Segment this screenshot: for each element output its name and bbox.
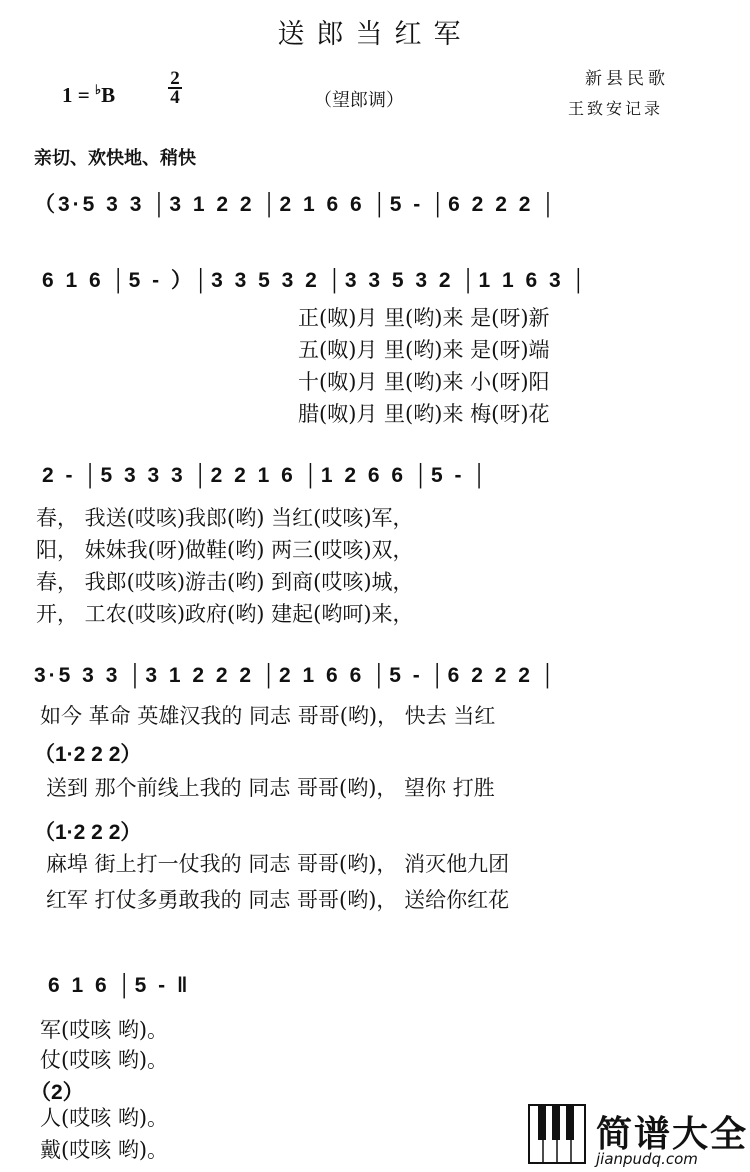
lyric-line: 五(呶)月 里(哟)来 是(呀)端 — [298, 338, 550, 362]
lyric-line: 如今 革命 英雄汉我的 同志 哥哥(哟)， 快去 当红 — [40, 704, 496, 728]
lyric-variant-notes: （2） — [30, 1081, 84, 1104]
tune-mode: （望郎调） — [314, 90, 404, 111]
source-origin: 新县民歌 — [585, 69, 669, 89]
lyric-variant-notes: （1·2 2 2） — [34, 821, 142, 844]
lyric-line: 阳， 妹妹我(呀)做鞋(哟) 两三(哎咳)双， — [36, 538, 414, 562]
piano-logo-icon — [528, 1104, 586, 1164]
time-denominator: 4 — [170, 87, 180, 108]
lyric-line: 红军 打仗多勇敢我的 同志 哥哥(哟)， 送给你红花 — [46, 888, 510, 912]
logo-url: jianpudq.com — [596, 1150, 698, 1168]
lyric-line: 麻埠 街上打一仗我的 同志 哥哥(哟)， 消灭他九团 — [46, 852, 510, 876]
key-signature — [62, 82, 115, 108]
lyric-line: 人(哎咳 哟)。 — [40, 1106, 169, 1130]
staff-line: 6 1 6 │5 - ）│3 3 5 3 2 │3 3 5 3 2 │1 1 6 3 │ — [42, 269, 589, 292]
time-numerator: 2 — [168, 70, 182, 89]
logo-name: 简谱大全 — [596, 1114, 749, 1155]
time-signature — [168, 70, 182, 106]
staff-line: （3·5 3 3 │3 1 2 2 │2 1 6 6 │5 - │6 2 2 2 │ — [34, 193, 559, 216]
lyric-line: 开， 工农(哎咳)政府(哟) 建起(哟呵)来， — [36, 602, 414, 626]
staff-line: 2 - │5 3 3 3 │2 2 1 6 │1 2 6 6 │5 - │ — [42, 464, 490, 487]
lyric-variant-notes: （1·2 2 2） — [34, 743, 142, 766]
lyric-line: 春， 我送(哎咳)我郎(哟) 当红(哎咳)军， — [36, 506, 414, 530]
lyric-line: 送到 那个前线上我的 同志 哥哥(哟)， 望你 打胜 — [46, 776, 495, 800]
lyric-line: 军(哎咳 哟)。 — [40, 1018, 169, 1042]
flat-sign: ♭ — [94, 82, 102, 97]
tempo-marking: 亲切、欢快地、稍快 — [34, 148, 196, 169]
key-prefix: 1 = — [62, 83, 95, 107]
lyric-line: 春， 我郎(哎咳)游击(哟) 到商(哎咳)城， — [36, 570, 414, 594]
staff-line: 6 1 6 │5 - ‖ — [48, 974, 191, 997]
song-title: 送郎当红军 — [277, 19, 473, 50]
lyric-line: 十(呶)月 里(哟)来 小(呀)阳 — [298, 370, 550, 394]
staff-line: 3·5 3 3 │3 1 2 2 2 │2 1 6 6 │5 - │6 2 2 2 │ — [34, 664, 558, 687]
lyric-line: 腊(呶)月 里(哟)来 梅(呀)花 — [298, 402, 550, 426]
source-recorder: 王致安记录 — [568, 99, 664, 118]
lyric-line: 仗(哎咳 哟)。 — [40, 1048, 169, 1072]
key-note: B — [101, 83, 116, 107]
lyric-line: 正(呶)月 里(哟)来 是(呀)新 — [298, 306, 550, 330]
lyric-line: 戴(哎咳 哟)。 — [40, 1138, 169, 1162]
